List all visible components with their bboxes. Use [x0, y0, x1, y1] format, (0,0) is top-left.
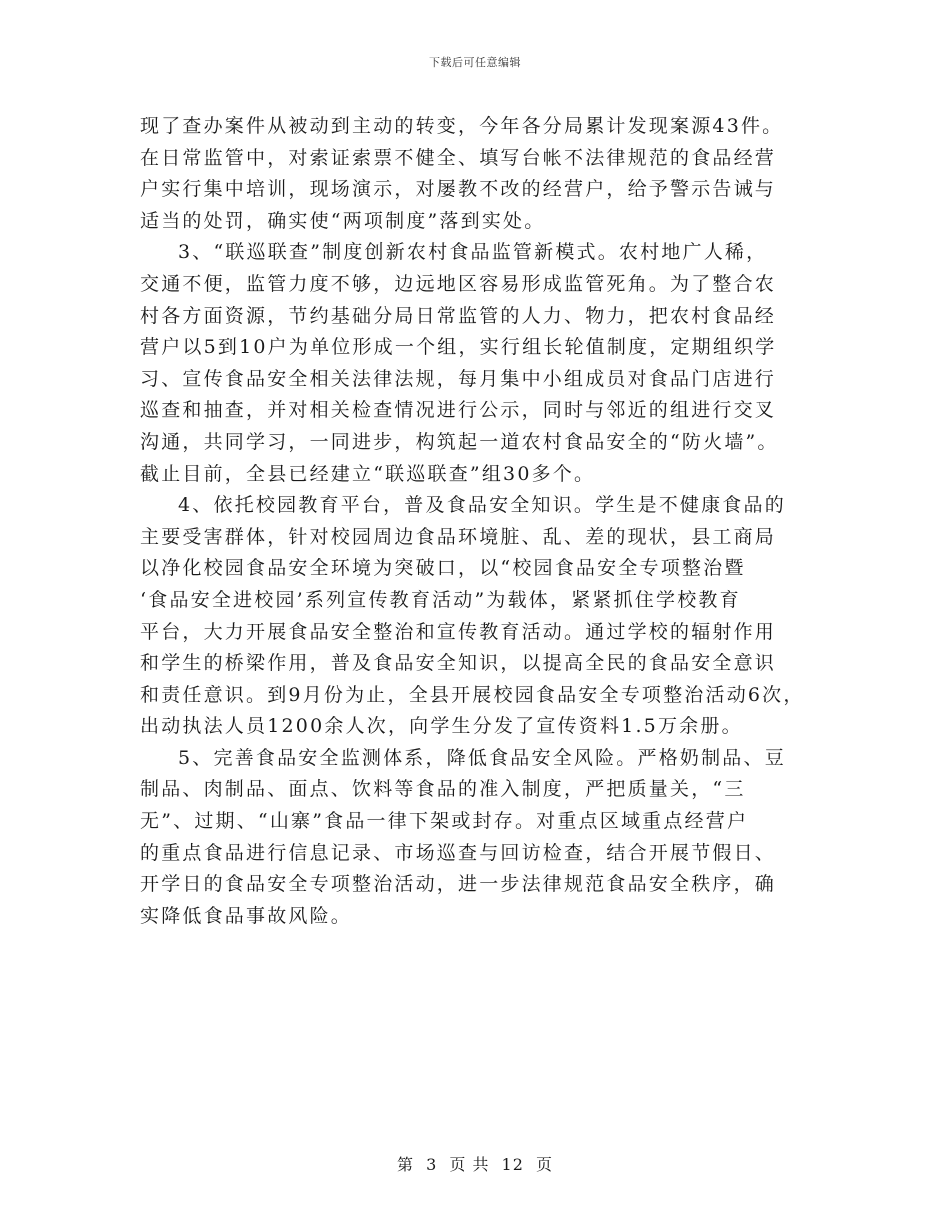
body-line: 在日常监管中，对索证索票不健全、填写台帐不法律规范的食品经营: [140, 146, 777, 169]
paragraph-start-3: 3、“联巡联查”制度创新农村食品监管新模式。农村地广人稀，: [178, 241, 768, 264]
body-line: 的重点食品进行信息记录、市场巡查与回访检查，结合开展节假日、: [140, 841, 777, 864]
document-body: [140, 111, 830, 932]
body-line: 沟通，共同学习，一同进步，构筑起一道农村食品安全的“防火墙”。: [140, 430, 779, 453]
body-line: 制品、肉制品、面点、饮料等食品的准入制度，严把质量关，“三: [140, 778, 746, 801]
body-line: 实降低食品事故风险。: [140, 904, 353, 927]
body-line: 以净化校园食品安全环境为突破口，以“校园食品安全专项整治暨: [140, 557, 746, 580]
body-line: 无”、过期、“山寨”食品一律下架或封存。对重点区域重点经营户: [140, 810, 749, 833]
body-line: ‘食品安全进校园’系列宣传教育活动”为载体，紧紧抓住学校教育: [140, 588, 741, 611]
body-line: 现了查办案件从被动到主动的转变，今年各分局累计发现案源43件。: [140, 115, 784, 137]
paragraph-start-4: 4、依托校园教育平台，普及食品安全知识。学生是不健康食品的: [178, 494, 786, 517]
total-pages-number: 12: [501, 1155, 524, 1174]
body-line: 交通不便，监管力度不够，边远地区容易形成监管死角。为了整合农: [140, 272, 777, 295]
body-line: 出动执法人员1200余人次，向学生分发了宣传资料1.5万余册。: [140, 715, 743, 738]
body-line: 和责任意识。到9月份为止，全县开展校园食品安全专项整治活动6次，: [140, 683, 805, 706]
body-line: 适当的处罚，确实使“两项制度”落到实处。: [140, 209, 546, 232]
paragraph-start-5: 5、完善食品安全监测体系，降低食品安全风险。严格奶制品、豆: [178, 746, 786, 769]
page-header: 下载后可任意编辑: [429, 56, 521, 69]
body-line: 户实行集中培训，现场演示，对屡教不改的经营户，给予警示告诫与: [140, 178, 777, 201]
body-line: 主要受害群体，针对校园周边食品环境脏、乱、差的现状，县工商局: [140, 525, 777, 548]
body-line: 习、宣传食品安全相关法律法规，每月集中小组成员对食品门店进行: [140, 367, 777, 390]
current-page-number: 3: [426, 1155, 438, 1174]
footer-suffix: 页: [536, 1155, 554, 1174]
footer-prefix: 第: [396, 1155, 414, 1174]
body-line: 巡查和抽查，并对相关检查情况进行公示，同时与邻近的组进行交叉: [140, 399, 777, 422]
page-footer: [0, 1152, 950, 1175]
footer-middle: 页 共: [449, 1155, 490, 1174]
body-line: 村各方面资源，节约基础分局日常监管的人力、物力，把农村食品经: [140, 304, 777, 327]
body-line: 平台，大力开展食品安全整治和宣传教育活动。通过学校的辐射作用: [140, 620, 777, 643]
body-line: 和学生的桥梁作用，普及食品安全知识，以提高全民的食品安全意识: [140, 652, 777, 675]
body-line: 截止目前，全县已经建立“联巡联查”组30多个。: [140, 462, 596, 485]
body-line: 开学日的食品安全专项整治活动，进一步法律规范食品安全秩序，确: [140, 873, 777, 896]
body-line: 营户以5到10户为单位形成一个组，实行组长轮值制度，定期组织学: [140, 336, 777, 359]
